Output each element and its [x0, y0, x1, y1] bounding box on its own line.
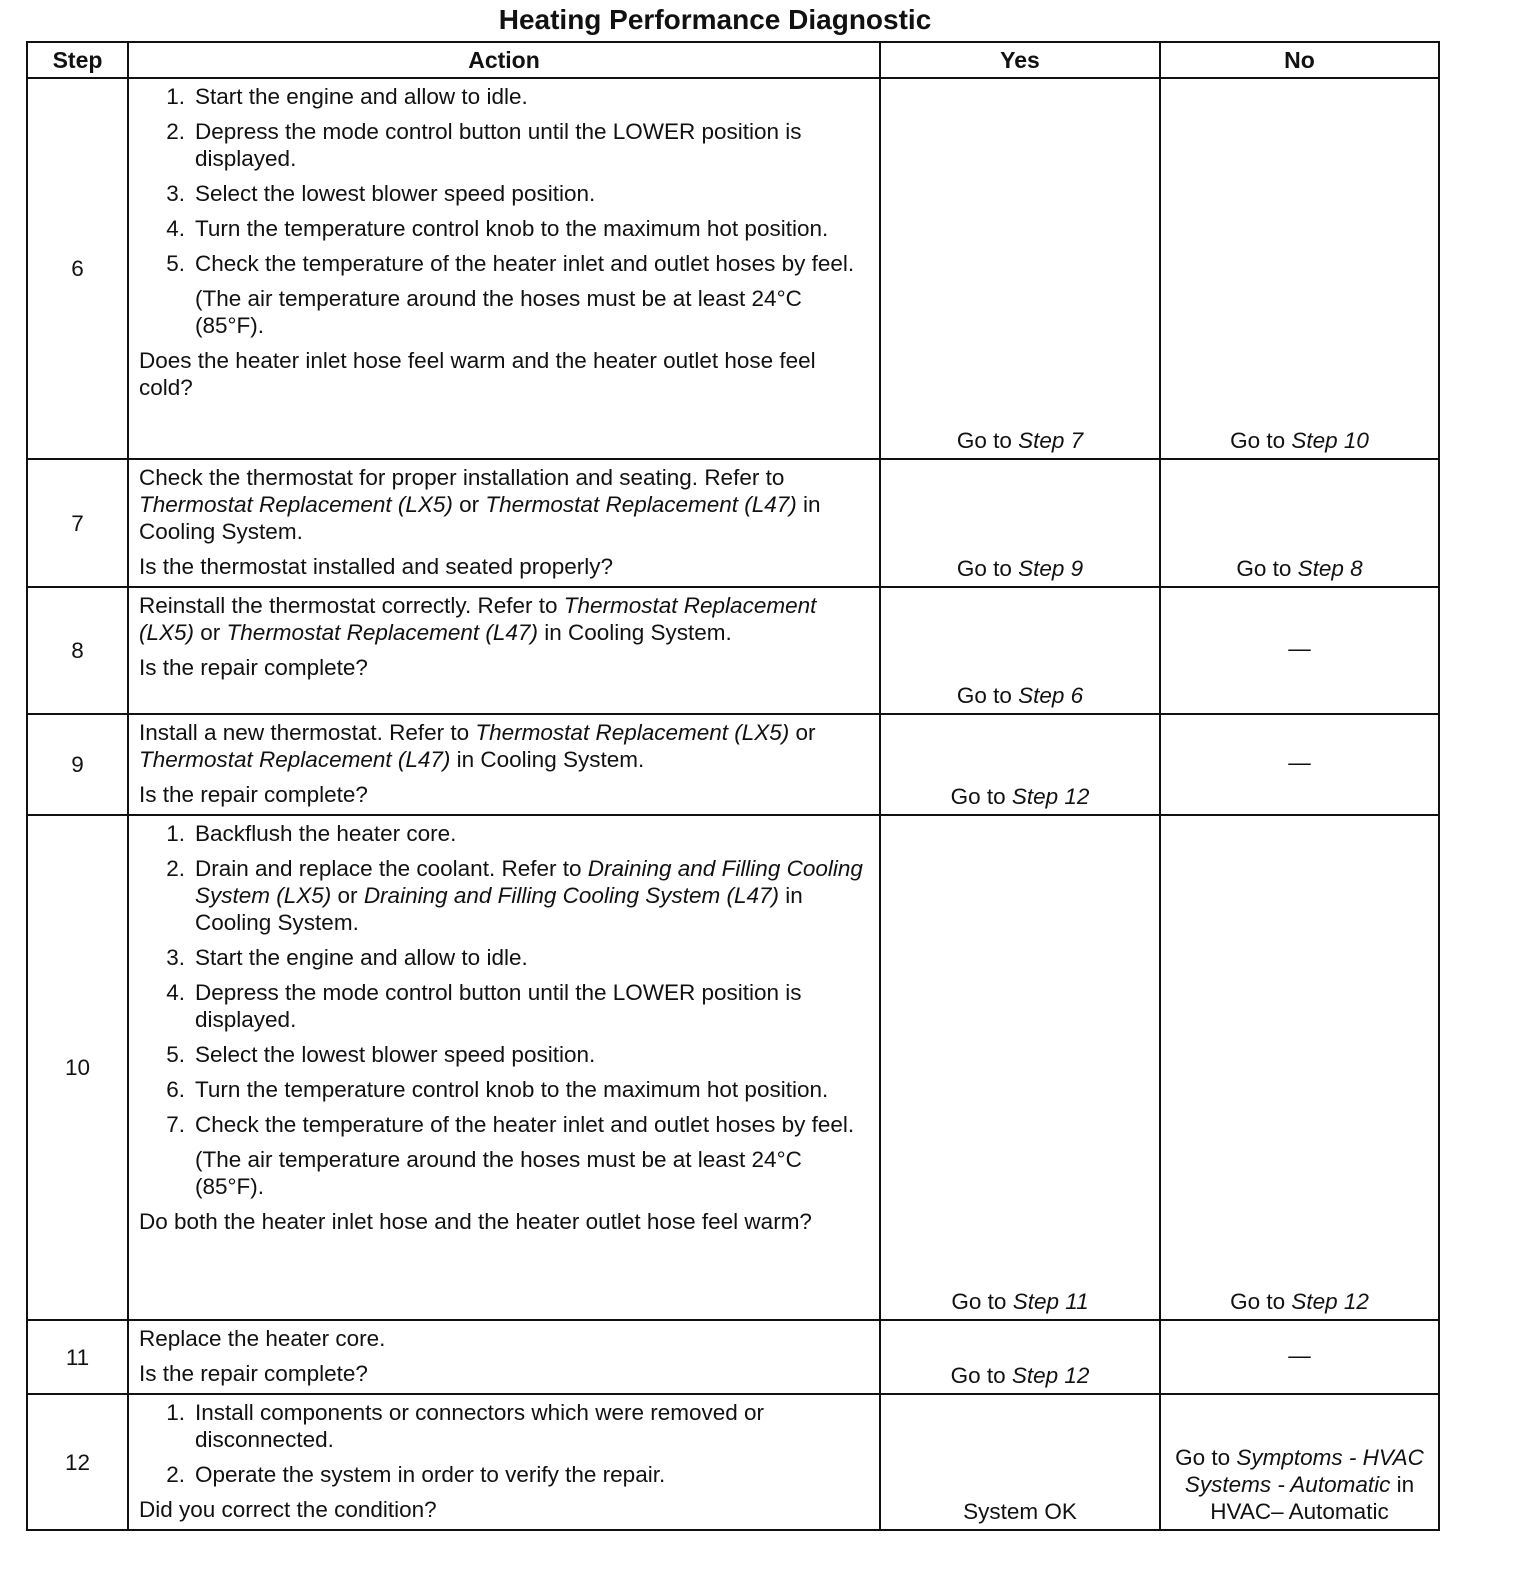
action-list: [139, 83, 871, 277]
list-item: 5. Select the lowest blower speed position.: [166, 1042, 596, 1067]
header-row: [27, 42, 1439, 78]
question-text: Is the repair complete?: [139, 655, 368, 680]
question-text: Did you correct the condition?: [139, 1497, 437, 1522]
yes-cell: Go to Step 6: [880, 587, 1160, 714]
step-number: 11: [27, 1320, 128, 1394]
note-text: (The air temperature around the hoses must be at least 24°C (85°F).: [195, 286, 802, 338]
yes-cell: Go to Step 12: [880, 1320, 1160, 1394]
action-cell: [128, 587, 880, 714]
table-row: [27, 714, 1439, 815]
list-item: 1. Backflush the heater core.: [166, 821, 457, 846]
yes-cell: Go to Step 12: [880, 714, 1160, 815]
page-title: Heating Performance Diagnostic: [498, 4, 932, 35]
instruction-text: Check the thermostat for proper installation and seating. Refer to Thermostat Replacement (LX5) or Thermostat Replacement (L47) in Cooling System.: [139, 465, 821, 544]
list-item: 3. Select the lowest blower speed position.: [166, 181, 596, 206]
instruction-text: Install a new thermostat. Refer to Thermostat Replacement (LX5) or Thermostat Replacement (L47) in Cooling System.: [139, 720, 816, 772]
no-cell: Go to Step 12: [1160, 815, 1439, 1320]
step-number: 12: [27, 1394, 128, 1530]
step-number: 8: [27, 587, 128, 714]
action-list: [139, 820, 871, 1138]
header-action: Action: [128, 42, 880, 78]
list-item: 4. Depress the mode control button until the LOWER position is displayed.: [166, 980, 802, 1032]
list-item: 1. Install components or connectors which were removed or disconnected.: [166, 1400, 765, 1452]
no-cell: Go to Step 10: [1160, 78, 1439, 459]
yes-cell: System OK: [880, 1394, 1160, 1530]
question-text: Is the repair complete?: [139, 782, 368, 807]
step-number: 6: [27, 78, 128, 459]
question-text: Is the thermostat installed and seated properly?: [139, 554, 614, 579]
action-cell: [128, 815, 880, 1320]
table-row: [27, 78, 1439, 459]
table-row: [27, 587, 1439, 714]
table-row: [27, 459, 1439, 587]
instruction-text: Reinstall the thermostat correctly. Refer to Thermostat Replacement (LX5) or Thermostat Replacement (L47) in Cooling System.: [139, 593, 817, 645]
instruction-text: Replace the heater core.: [139, 1326, 386, 1351]
list-item: 2. Drain and replace the coolant. Refer to Draining and Filling Cooling System (LX5) or Draining and Filling Cooling System (L47) in Cooling System.: [166, 856, 863, 935]
table-row: [27, 1320, 1439, 1394]
no-cell: Go to Step 8: [1160, 459, 1439, 587]
step-number: 9: [27, 714, 128, 815]
list-item: 2. Operate the system in order to verify the repair.: [166, 1462, 666, 1487]
step-number: 10: [27, 815, 128, 1320]
list-item: 3. Start the engine and allow to idle.: [166, 945, 528, 970]
no-cell: —: [1160, 714, 1439, 815]
action-list: [139, 1399, 871, 1488]
table-row: [27, 815, 1439, 1320]
question-text: Do both the heater inlet hose and the heater outlet hose feel warm?: [139, 1209, 812, 1234]
header-yes: Yes: [880, 42, 1160, 78]
list-item: 2. Depress the mode control button until the LOWER position is displayed.: [166, 119, 802, 171]
action-cell: [128, 1320, 880, 1394]
yes-cell: Go to Step 9: [880, 459, 1160, 587]
no-cell: —: [1160, 1320, 1439, 1394]
action-cell: [128, 459, 880, 587]
question-text: Is the repair complete?: [139, 1361, 368, 1386]
note-text: (The air temperature around the hoses must be at least 24°C (85°F).: [195, 1147, 802, 1199]
list-item: 6. Turn the temperature control knob to the maximum hot position.: [166, 1077, 829, 1102]
no-cell: Go to Symptoms - HVAC Systems - Automatic in HVAC– Automatic: [1160, 1394, 1439, 1530]
step-number: 7: [27, 459, 128, 587]
header-no: No: [1160, 42, 1439, 78]
yes-cell: Go to Step 7: [880, 78, 1160, 459]
diagnostic-table: [26, 41, 1440, 1531]
list-item: 4. Turn the temperature control knob to the maximum hot position.: [166, 216, 829, 241]
list-item: 7. Check the temperature of the heater inlet and outlet hoses by feel.: [166, 1112, 855, 1137]
header-step: Step: [27, 42, 128, 78]
table-row: [27, 1394, 1439, 1530]
no-cell: —: [1160, 587, 1439, 714]
action-cell: [128, 78, 880, 459]
question-text: Does the heater inlet hose feel warm and the heater outlet hose feel cold?: [139, 348, 816, 400]
action-cell: [128, 1394, 880, 1530]
yes-cell: Go to Step 11: [880, 815, 1160, 1320]
action-cell: [128, 714, 880, 815]
list-item: 5. Check the temperature of the heater inlet and outlet hoses by feel.: [166, 251, 855, 276]
list-item: 1. Start the engine and allow to idle.: [166, 84, 528, 109]
